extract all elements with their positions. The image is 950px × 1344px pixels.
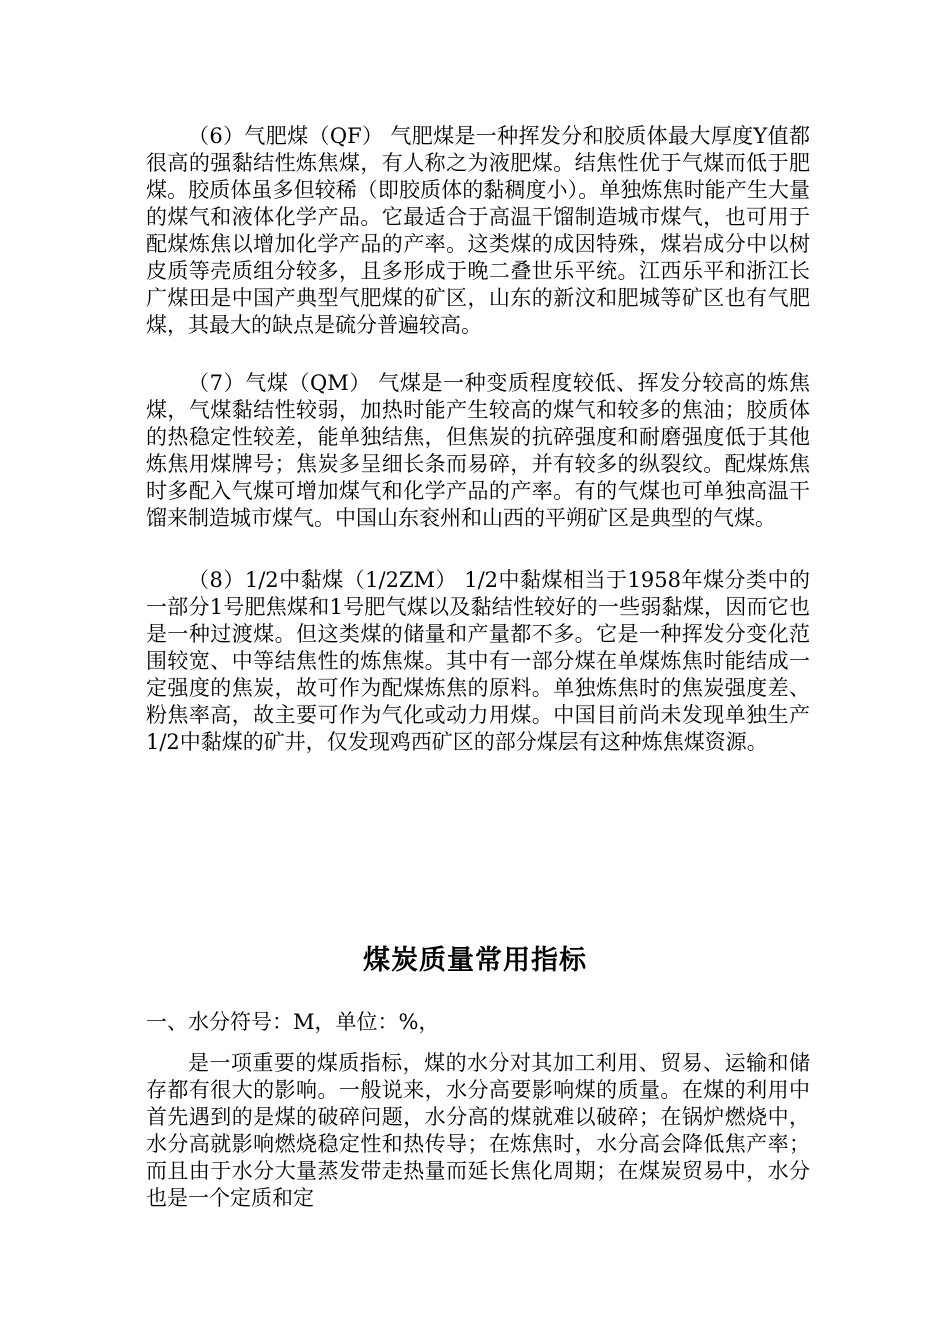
moisture-heading: 一、水分符号：M，单位：%， — [146, 1010, 440, 1034]
paragraph-half-medium-caking-coal: （8）1/2中黏煤（1/2ZM） 1/2中黏煤相当于1958年煤分类中的一部分1号肥焦煤和1号肥气煤以及黏结性较好的一些弱黏煤，因而它也是一种过渡煤。但这类煤的储量和产量都不多。它是一种挥发分变化范围较宽、中等结焦性的炼焦煤。其中有一部分煤在单煤炼焦时能结成一定强度的焦炭，故可作为配煤炼焦的原料。单独炼焦时的焦炭强度差、粉焦率高，故主要可作为气化或动力用煤。中国目前尚未发现单独生产1/2中黏煤的矿井，仅发现鸡西矿区的部分煤层有这种炼焦煤资源。 — [146, 568, 810, 754]
paragraph-moisture: 是一项重要的煤质指标，煤的水分对其加工利用、贸易、运输和储存都有很大的影响。一般说来，水分高要影响煤的质量。在煤的利用中首先遇到的是煤的破碎问题，水分高的煤就难以破碎；在锅炉燃烧中，水分高就影响燃烧稳定性和热传导；在炼焦时，水分高会降低焦产率；而且由于水分大量蒸发带走热量而延长焦化周期；在煤炭贸易中，水分也是一个定质和定 — [146, 1051, 810, 1210]
paragraph-gas-fat-coal: （6）气肥煤（QF） 气肥煤是一种挥发分和胶质体最大厚度Y值都很高的强黏结性炼焦煤，有人称之为液肥煤。结焦性优于气煤而低于肥煤。胶质体虽多但较稀（即胶质体的黏稠度小）。单独炼焦时能产生大量的煤气和液体化学产品。它最适合于高温干馏制造城市煤气，也可用于配煤炼焦以增加化学产品的产率。这类煤的成因特殊，煤岩成分中以树皮质等壳质组分较多，且多形成于晚二叠世乐平统。江西乐平和浙江长广煤田是中国产典型气肥煤的矿区，山东的新汶和肥城等矿区也有气肥煤，其最大的缺点是硫分普遍较高。 — [146, 124, 810, 337]
section-title: 煤炭质量常用指标 — [363, 945, 587, 976]
paragraph-gas-coal: （7）气煤（QM） 气煤是一种变质程度较低、挥发分较高的炼焦煤，气煤黏结性较弱，加热时能产生较高的煤气和较多的焦油；胶质体的热稳定性较差，能单独结焦，但焦炭的抗碎强度和耐磨强度低于其他炼焦用煤牌号；焦炭多呈细长条而易碎，并有较多的纵裂纹。配煤炼焦时多配入气煤可增加煤气和化学产品的产率。有的气煤也可单独高温干馏来制造城市煤气。中国山东衮州和山西的平朔矿区是典型的气煤。 — [146, 371, 810, 530]
